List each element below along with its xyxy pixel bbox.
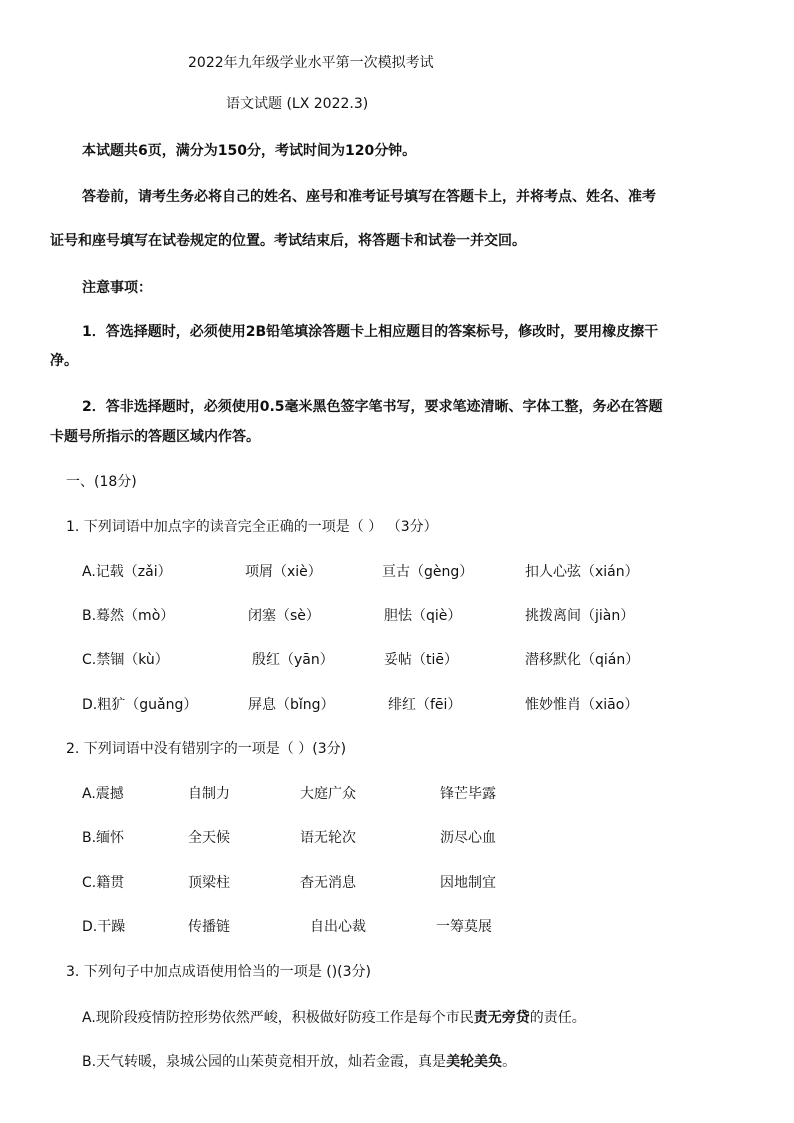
intro-line-2b: 证号和座号填写在试卷规定的位置。考试结束后，将答题卡和试卷一并交回。 [50,233,526,249]
q1-c-3: 妥帖（tiē） [384,652,458,668]
note-1a: 1．答选择题时，必须使用2B铅笔填涂答题卡上相应题目的答案标号，修改时，要用橡皮擦干 [82,324,659,340]
q1-c-1: C.禁锢（kù） [82,652,169,668]
note-1b: 净。 [50,353,78,369]
q2-a-4: 锋芒毕露 [440,786,496,802]
q2-b-3: 语无轮次 [300,830,356,846]
q2-d-3: 自出心裁 [310,919,366,935]
q2-c-3: 杳无消息 [300,875,356,891]
q2-d-1: D.干躁 [82,919,126,935]
q1-b-2: 闭塞（sè） [248,608,320,624]
q3-a-idiom: 责无旁贷 [473,1010,530,1026]
q2-stem: 2. 下列词语中没有错别字的一项是（ ）(3分) [66,741,347,757]
q1-a-3: 亘古（gèng） [382,564,474,580]
q1-d-2: 屏息（bǐng） [248,697,335,713]
q3-option-a [82,1011,586,1025]
q2-d-4: 一筹莫展 [436,919,492,935]
notes-heading: 注意事项： [82,280,152,296]
intro-line-1: 本试题共6页，满分为150分，考试时间为120分钟。 [82,143,417,159]
q3-a-text: A.现阶段疫情防控形势依然严峻，积极做好防疫工作是每个市民 [82,1010,474,1026]
q3-b-idiom: 美轮美奂 [446,1054,503,1070]
q1-d-3: 绯红（fēi） [388,697,462,713]
q1-c-2: 殷红（yān） [252,652,334,668]
q2-b-4: 沥尽心血 [440,830,496,846]
q1-b-4: 挑拨离间（jiàn） [525,608,635,624]
q2-c-2: 顶梁柱 [188,875,230,891]
q1-d-1: D.粗犷（guǎng） [82,697,198,713]
exam-title: 2022年九年级学业水平第一次模拟考试 [188,55,434,71]
q1-a-1: A.记载（zǎi） [82,564,172,580]
q2-a-3: 大庭广众 [300,786,356,802]
section-heading: 一、(18分) [66,474,137,490]
q1-a-4: 扣人心弦（xián） [525,564,639,580]
q1-b-1: B.蓦然（mò） [82,608,175,624]
q2-c-1: C.籍贯 [82,875,125,891]
note-2a: 2．答非选择题时，必须使用0.5毫米黑色签字笔书写，要求笔迹清晰、字体工整，务必在答题 [82,399,663,415]
q3-b-tail: 。 [502,1054,517,1070]
q1-d-4: 惟妙惟肖（xiāo） [525,697,639,713]
exam-subtitle: 语文试题 (LX 2022.3) [226,96,369,112]
q2-c-4: 因地制宜 [440,875,496,891]
q1-a-2: 项屑（xiè） [245,564,322,580]
q2-b-1: B.缅怀 [82,830,125,846]
q2-d-2: 传播链 [188,919,230,935]
q1-b-3: 胆怯（qiè） [384,608,462,624]
q2-b-2: 全天候 [188,830,230,846]
q3-a-tail: 的责任。 [529,1010,586,1026]
intro-line-2a: 答卷前，请考生务必将自己的姓名、座号和准考证号填写在答题卡上，并将考点、姓名、准考 [82,189,656,205]
q2-a-2: 自制力 [188,786,230,802]
q2-a-1: A.震撼 [82,786,124,802]
q3-b-text: B.天气转暖，泉城公园的山茱萸竞相开放，灿若金霞，真是 [82,1054,447,1070]
q1-stem: 1. 下列词语中加点字的读音完全正确的一项是（ ） （3分） [66,519,438,535]
q1-c-4: 潜移默化（qián） [525,652,640,668]
q3-option-b [82,1055,516,1069]
note-2b: 卡题号所指示的答题区域内作答。 [50,429,260,445]
q3-stem: 3. 下列句子中加点成语使用恰当的一项是 ()(3分) [66,964,372,980]
